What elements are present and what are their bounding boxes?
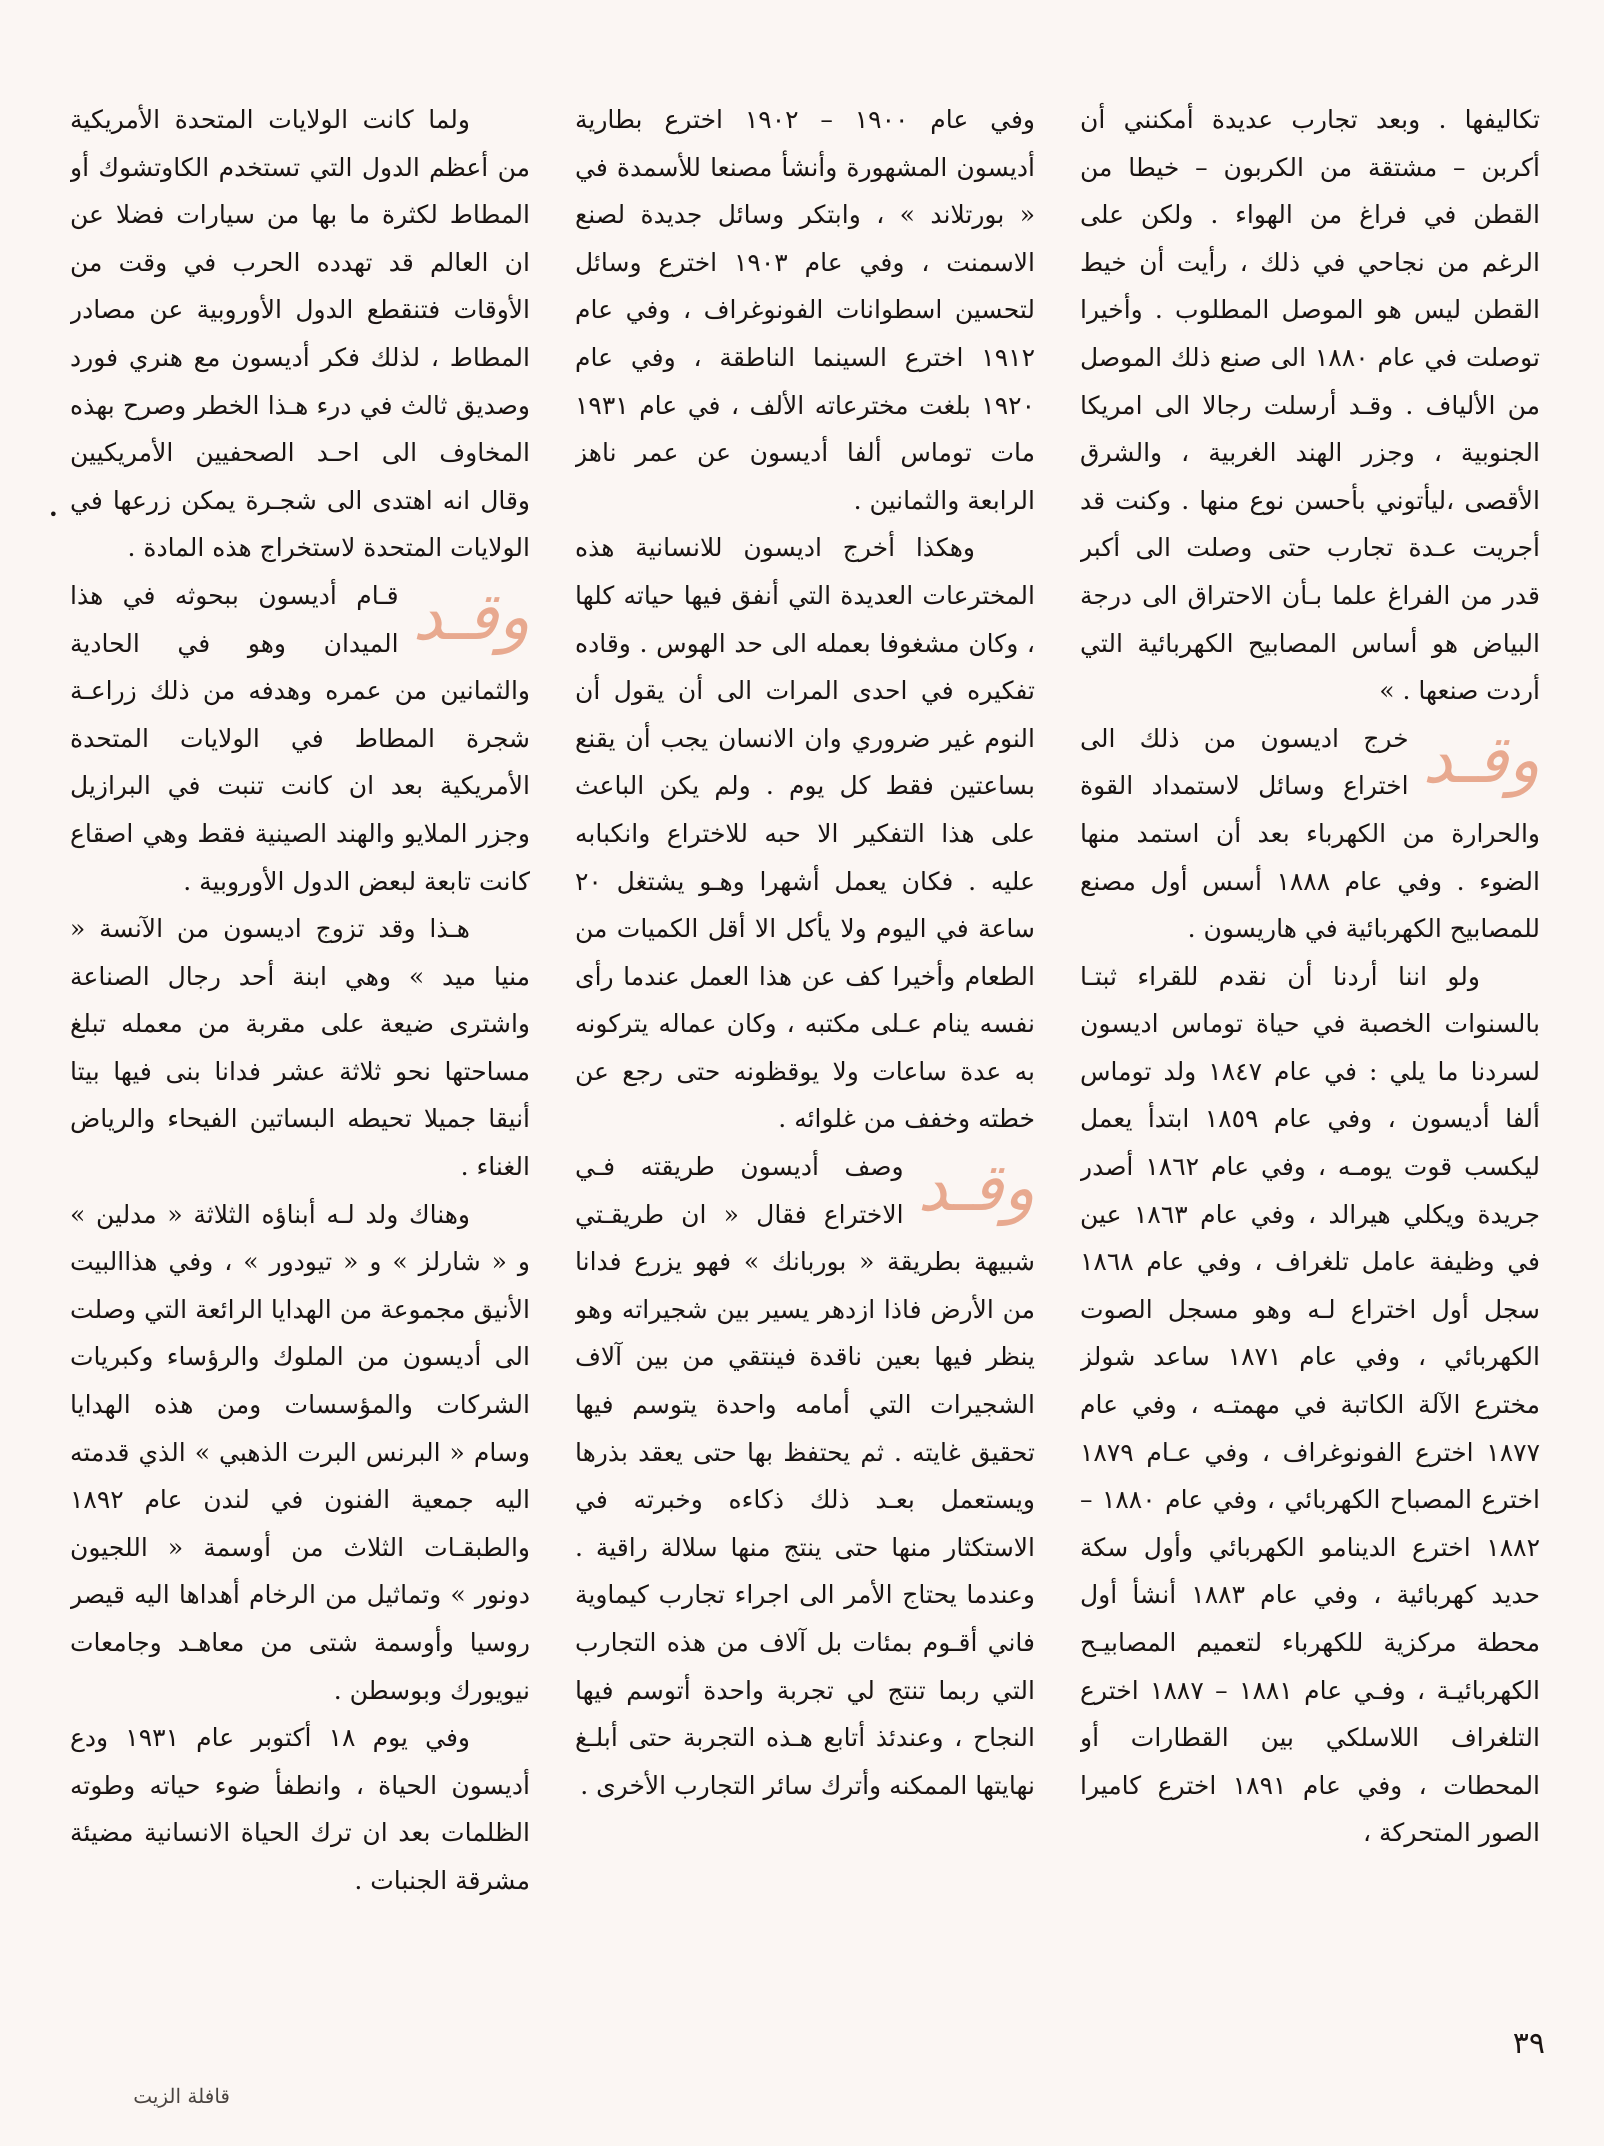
paragraph: تكاليفها . وبعد تجارب عديدة أمكنني أن أكربن – مشتقة من الكربون – خيطا من القطن في فراغ من الهواء . ولكن على الرغم من نجاحي في ذلك ، رأيت أن خيط القطن ليس هو الموصل المطلوب . وأخيرا توصلت في عام ١٨٨٠ الى صنع ذلك الموصل من الألياف . وقـد أرسلت رجالا الى امريكا الجنوبية ، وجزر الهند الغربية ، والشرق الأقصى ،ليأتوني بأحسن نوع منها . وكنت قد أجريت عـدة تجارب حتى وصلت الى أكبر قدر من الفراغ علما بـأن الاحتراق الى درجة البياض هو أساس المصابيح الكهربائية التي أردت صنعها . » bbox=[1080, 105, 1540, 706]
paragraph-dropcap bbox=[575, 1143, 1035, 1809]
paragraph-text: قـام أديسون ببحوثه في هذا الميدان وهو في الحادية والثمانين من عمره وهدفه من ذلك زراعـة شجرة المطاط في الولايات المتحدة الأمريكية بعد ان كانت تنبت في البرازيل وجزر الملايو والهند الصينية فقط وهي اصقاع كانت تابعة لبعض الدول الأوروبية . bbox=[70, 580, 530, 896]
paragraph: ولما كانت الولايات المتحدة الأمريكية من أعظم الدول التي تستخدم الكاوتشوك أو المطاط لكثرة ما بها من سيارات فضلا عن ان العالم قد تهدده الحرب في وقت من الأوقات فتنقطع الدول الأوروبية عن مصادر المطاط ، لذلك فكر أديسون مع هنري فورد وصديق ثالث في درء هـذا الخطر وصرح بهذه المخاوف الى احـد الصحفيين الأمريكيين وقال انه اهتدى الى شجـرة يمكن زرعها في الولايات المتحدة لاستخراج هذه المادة . bbox=[70, 105, 530, 563]
paragraph-dropcap bbox=[70, 572, 530, 905]
paragraph-dropcap bbox=[1080, 715, 1540, 953]
column-left bbox=[70, 96, 530, 2016]
paragraph: وفي يوم ١٨ أكتوبر عام ١٩٣١ ودع أديسون الحياة ، وانطفأ ضوء حياته وطوته الظلمات بعد ان ترك الحياة الانسانية مضيئة مشرقة الجنبات . bbox=[70, 1723, 530, 1895]
page-number: ٣٩ bbox=[1512, 2026, 1545, 2061]
paragraph: ولو اننا أردنا أن نقدم للقراء ثبتـا بالسنوات الخصبة في حياة توماس اديسون لسردنا ما يلي : في عام ١٨٤٧ ولد توماس ألفا أديسون ، وفي عام ١٨٥٩ ابتدأ يعمل ليكسب قوت يومـه ، وفي عام ١٨٦٢ أصدر جريدة ويكلي هيرالد ، وفي عام ١٨٦٣ عين في وظيفة عامل تلغراف ، وفي عام ١٨٦٨ سجل أول اختراع لـه وهو مسجل الصوت الكهربائي ، وفي عام ١٨٧١ ساعد شولز مخترع الآلة الكاتبة في مهمتـه ، وفي عام ١٨٧٧ اخترع الفونوغراف ، وفي عـام ١٨٧٩ اخترع المصباح الكهربائي ، وفي عام ١٨٨٠ – ١٨٨٢ اخترع الدينامو الكهربائي وأول سكة حديد كهربائية ، وفي عام ١٨٨٣ أنشأ أول محطة مركزية للكهرباء لتعميم المصابيـح الكهربائيـة ، وفـي عام ١٨٨١ – ١٨٨٧ اخترع التلغراف اللاسلكي بين القطارات أو المحطات ، وفي عام ١٨٩١ اخترع كاميرا الصور المتحركة ، bbox=[1080, 961, 1540, 1848]
paragraph: وفي عام ١٩٠٠ – ١٩٠٢ اخترع بطارية أديسون المشهورة وأنشأ مصنعا للأسمدة في « بورتلاند » ، وابتكر وسائل جديدة لصنع الاسمنت ، وفي عام ١٩٠٣ اخترع وسائل لتحسين اسطوانات الفونوغراف ، وفي عام ١٩١٢ اخترع السينما الناطقة ، وفي عام ١٩٢٠ بلغت مخترعاته الألف ، في عام ١٩٣١ مات توماس ألفا أديسون عن عمر ناهز الرابعة والثمانين . bbox=[575, 105, 1035, 515]
paragraph: هـذا وقد تزوج اديسون من الآنسة « منيا ميد » وهي ابنة أحد رجال الصناعة واشترى ضيعة على مقربة من معمله تبلغ مساحتها نحو ثلاثة عشر فدانا بنى فيها بيتا أنيقا جميلا تحيطه البساتين الفيحاء والرياض الغناء . bbox=[70, 914, 530, 1182]
column-middle bbox=[575, 96, 1035, 2016]
article-columns bbox=[70, 96, 1540, 2016]
paragraph: وهكذا أخرج اديسون للانسانية هذه المخترعات العديدة التي أنفق فيها حياته كلها ، وكان مشغوفا بعمله الى حد الهوس . وقاده تفكيره في احدى المرات الى أن يقول أن النوم غير ضروري وان الانسان يجب أن يقنع بساعتين فقط كل يوم . ولم يكن الباعث على هذا التفكير الا حبه للاختراع وانكبابه عليه . فكان يعمل أشهرا وهـو يشتغل ٢٠ ساعة في اليوم ولا يأكل الا أقل الكميات من الطعام وأخيرا كف عن هذا العمل عندما رأى نفسه ينام عـلى مكتبه ، وكان عماله يتركونه به عدة ساعات ولا يوقظونه حتى رجع عن خطته وخفف من غلوائه . bbox=[575, 533, 1035, 1134]
paragraph-text: خرج اديسون من ذلك الى اختراع وسائل لاستمداد القوة والحرارة من الكهرباء بعد أن استمد منها الضوء . وفي عام ١٨٨٨ أسس أول مصنع للمصابيح الكهربائية في هاريسون . bbox=[1080, 723, 1540, 944]
column-right bbox=[1080, 96, 1540, 2016]
paragraph-text: وصف أديسون طريقته فـي الاختراع فقال « ان طريقـتي شبيهة بطريقة « بوربانك » فهو يزرع فدانا من الأرض فاذا ازدهر يسير بين شجيراته وهو ينظر فيها بعين ناقدة فينتقي من بين آلاف الشجيرات التي أمامه واحدة يتوسم فيها تحقيق غايته . ثم يحتفظ بها حتى يعقد بذرها ويستعمل بعـد ذلك ذكاءه وخبرته في الاستكثار منها حتى ينتج منها سلالة راقية . وعندما يحتاج الأمر الى اجراء تجارب كيماوية فاني أقـوم بمئات بل آلاف من هذه التجارب التي ربما تنتج لي تجربة واحدة أتوسم فيها النجاح ، وعندئذ أتابع هـذه التجربة حتى أبلـغ نهايتها الممكنه وأترك سائر التجارب الأخرى . bbox=[575, 1152, 1035, 1800]
paragraph: وهناك ولد لـه أبناؤه الثلاثة « مدلين » و « شارلز » و « تيودور » ، وفي هذاالبيت الأنيق مجموعة من الهدايا الرائعة التي وصلت الى أديسون من الملوك والرؤساء وكبريات الشركات والمؤسسات ومن هذه الهدايا وسام « البرنس البرت الذهبي » الذي قدمته اليه جمعية الفنون في لندن عام ١٨٩٢ والطبقـات الثلاث من أوسمة « اللجيون دونور » وتماثيل من الرخام أهداها اليه قيصر روسيا وأوسمة شتى من معاهـد وجامعات نيويورك وبوسطن . bbox=[70, 1199, 530, 1705]
margin-bullet: • bbox=[48, 505, 58, 524]
dropcap-ornament: وقـد bbox=[917, 1149, 1035, 1227]
dropcap-ornament: وقـد bbox=[412, 577, 530, 655]
dropcap-ornament: وقـد bbox=[1422, 720, 1540, 798]
magazine-name: قافلة الزيت bbox=[133, 2084, 230, 2108]
